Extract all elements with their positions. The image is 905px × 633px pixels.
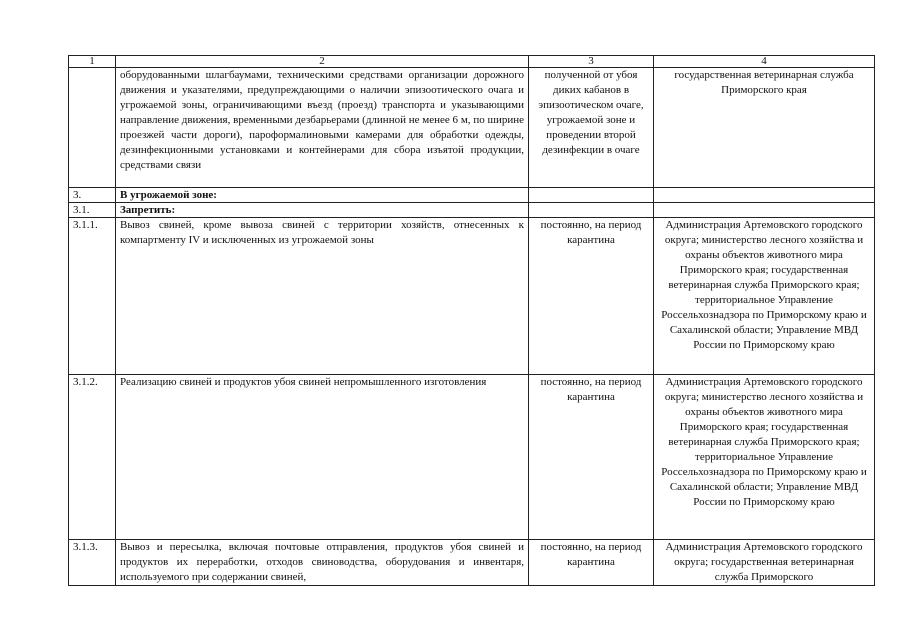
measure-text: Вывоз свиней, кроме вывоза свиней с территории хозяйств, отнесенных к компартменту IV и исключенных из угрожаемой зоны [116, 218, 529, 375]
section-title-text: В угрожаемой зоне: [120, 189, 217, 201]
measures-table [68, 55, 875, 586]
term-text: постоянно, на период карантина [529, 540, 654, 586]
table-row [69, 375, 875, 540]
empty-cell [529, 188, 654, 203]
item-number: 3.1.2. [69, 375, 116, 540]
table-header-row [69, 56, 875, 68]
table-row [69, 68, 875, 188]
empty-cell [654, 188, 875, 203]
subsection-title-text: Запретить: [120, 204, 176, 216]
item-number: 3.1.3. [69, 540, 116, 586]
empty-cell [529, 203, 654, 218]
responsible-text: Администрация Артемовского городского округа; министерство лесного хозяйства и охраны объектов животного мира Приморского края; государственная ветеринарная служба Приморского края; территориальное Управление Россельхознадзора по Приморскому краю и Сахалинской области; Управление МВД России по Приморскому краю [654, 375, 875, 540]
item-number: 3.1.1. [69, 218, 116, 375]
measure-text: Вывоз и пересылка, включая почтовые отправления, продуктов убоя свиней и продуктов их переработки, отходов свиноводства, оборудования и инвентаря, используемого при содержании свиней, [116, 540, 529, 586]
column-number-2: 2 [116, 56, 529, 68]
term-text: полученной от убоя диких кабанов в эпизоотическом очаге, угрожаемой зоне и проведении второй дезинфекции в очаге [529, 68, 654, 188]
subsection-title [116, 203, 529, 218]
row-number [69, 68, 116, 188]
term-text: постоянно, на период карантина [529, 218, 654, 375]
column-number-3: 3 [529, 56, 654, 68]
term-text: постоянно, на период карантина [529, 375, 654, 540]
subsection-row [69, 203, 875, 218]
column-number-4: 4 [654, 56, 875, 68]
responsible-text: Администрация Артемовского городского округа; государственная ветеринарная служба Приморского [654, 540, 875, 586]
responsible-text: государственная ветеринарная служба Приморского края [654, 68, 875, 188]
responsible-text: Администрация Артемовского городского округа; министерство лесного хозяйства и охраны объектов животного мира Приморского края; государственная ветеринарная служба Приморского края; территориальное Управление Россельхознадзора по Приморскому краю и Сахалинской области; Управление МВД России по Приморскому краю [654, 218, 875, 375]
table-row [69, 540, 875, 586]
measure-text: оборудованными шлагбаумами, техническими средствами организации дорожного движения и указателями, предупреждающими о наличии эпизоотического очага и угрожаемой зоны, ограничивающими въезд (проезд) транспорта и указывающими направление движения, временными дезбарьерами (длинной не менее 6 м, по ширине проезжей части дороги), пароформалиновыми камерами для обработки одежды, дезинфекционными установками и контейнерами для сбора изъятой продукции, средствами связи [116, 68, 529, 188]
subsection-number: 3.1. [69, 203, 116, 218]
section-title [116, 188, 529, 203]
measure-text: Реализацию свиней и продуктов убоя свиней непромышленного изготовления [116, 375, 529, 540]
table-row [69, 218, 875, 375]
section-row [69, 188, 875, 203]
column-number-1: 1 [69, 56, 116, 68]
section-number: 3. [69, 188, 116, 203]
empty-cell [654, 203, 875, 218]
